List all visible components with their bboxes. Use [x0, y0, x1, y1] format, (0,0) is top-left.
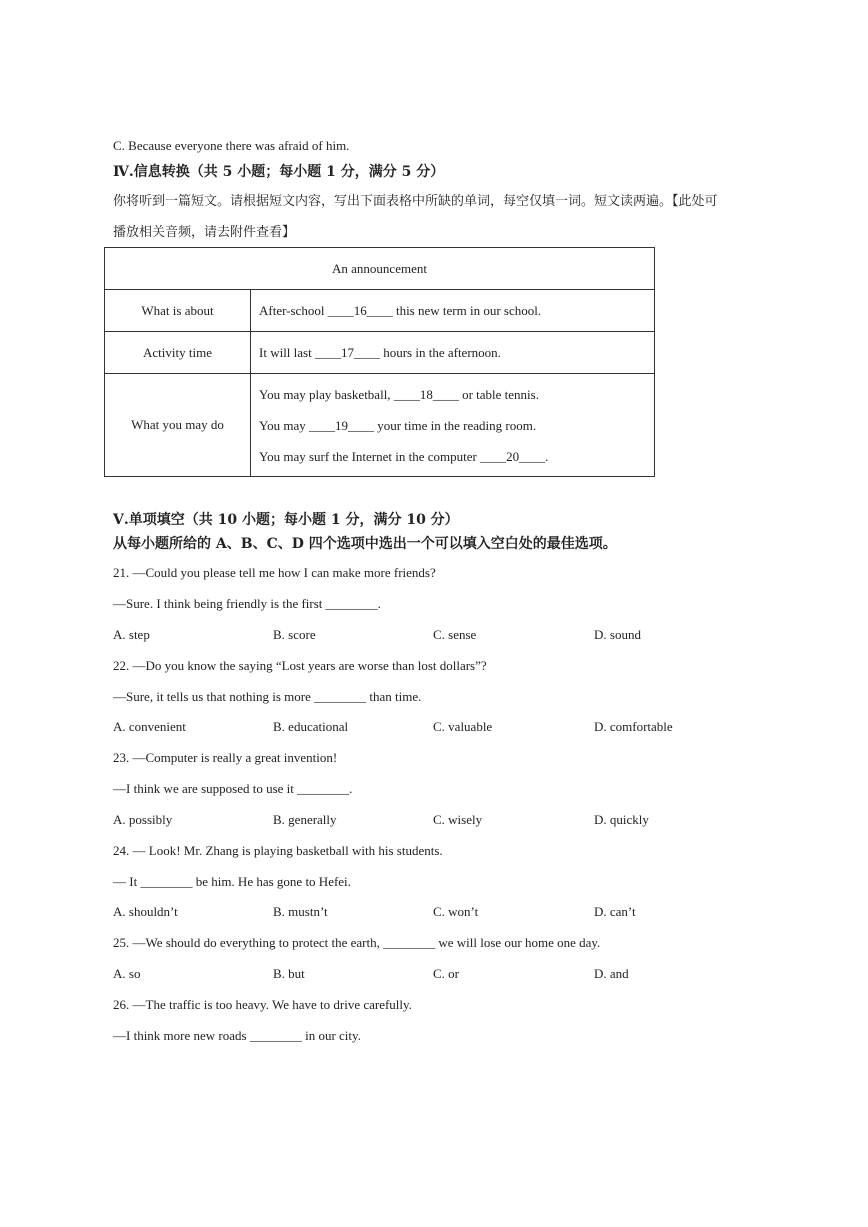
answer-23: —I think we are supposed to use it ________. [113, 781, 353, 796]
option-23-c[interactable]: C. wisely [433, 812, 483, 827]
cell-text: hours in the afternoon. [379, 344, 501, 360]
option-25-d[interactable]: D. and [594, 966, 629, 981]
blank-19[interactable]: ____19____ [308, 417, 374, 433]
question-26: 26. —The traffic is too heavy. We have to drive carefully. [113, 997, 412, 1012]
cell-text: You may [259, 417, 309, 433]
table-label-what-you-may-do: What you may do [105, 374, 251, 477]
question-21: 21. —Could you please tell me how I can make more friends? [113, 565, 436, 580]
option-22-c[interactable]: C. valuable [433, 719, 493, 734]
section-4-instruction-line-1: 你将听到一篇短文。请根据短文内容，写出下面表格中所缺的单词，每空仅填一词。短文读两遍。【此处可 [113, 194, 718, 209]
blank-16[interactable]: ____16____ [327, 302, 393, 318]
answer-22: —Sure, it tells us that nothing is more ________ than time. [113, 689, 422, 704]
table-label-what-is-about: What is about [105, 290, 251, 332]
blank-18[interactable]: ____18____ [393, 386, 459, 402]
answer-26: —I think more new roads ________ in our city. [113, 1028, 361, 1043]
option-25-c[interactable]: C. or [433, 966, 459, 981]
sub-line-20 [259, 441, 654, 472]
cell-text: You may play basketball, [259, 386, 394, 402]
option-22-d[interactable]: D. comfortable [594, 719, 673, 734]
section-4-heading: Ⅳ.信息转换（共 5 小题；每小题 1 分，满分 5 分） [113, 164, 445, 180]
blank-20[interactable]: ____20____ [480, 448, 546, 464]
blank-17[interactable]: ____17____ [314, 344, 380, 360]
sub-line-18 [259, 379, 654, 410]
option-23-d[interactable]: D. quickly [594, 812, 649, 827]
option-21-a[interactable]: A. step [113, 627, 150, 642]
table-caption: An announcement [105, 248, 655, 290]
sub-line-19 [259, 410, 654, 441]
option-21-b[interactable]: B. score [273, 627, 316, 642]
option-24-b[interactable]: B. mustn’t [273, 904, 328, 919]
announcement-table [104, 247, 655, 477]
option-24-c[interactable]: C. won’t [433, 904, 479, 919]
option-24-d[interactable]: D. can’t [594, 904, 636, 919]
cell-text: this new term in our school. [392, 302, 542, 318]
answer-21: —Sure. I think being friendly is the first ________. [113, 596, 381, 611]
table-cell-activity-time [251, 332, 655, 374]
option-25-a[interactable]: A. so [113, 966, 141, 981]
previous-option-c: C. Because everyone there was afraid of him. [113, 138, 350, 153]
question-24: 24. — Look! Mr. Zhang is playing basketball with his students. [113, 843, 443, 858]
question-22: 22. —Do you know the saying “Lost years are worse than lost dollars”? [113, 658, 487, 673]
cell-text: After-school [259, 302, 328, 318]
answer-24: — It ________ be him. He has gone to Hefei. [113, 874, 351, 889]
table-cell-what-is-about [251, 290, 655, 332]
option-21-c[interactable]: C. sense [433, 627, 477, 642]
cell-text: your time in the reading room. [373, 417, 537, 433]
cell-text: It will last [259, 344, 315, 360]
section-4-instruction-line-2: 播放相关音频，请去附件查看】 [113, 225, 296, 240]
cell-text: . [545, 448, 549, 464]
option-24-a[interactable]: A. shouldn’t [113, 904, 178, 919]
option-23-a[interactable]: A. possibly [113, 812, 173, 827]
option-22-a[interactable]: A. convenient [113, 719, 186, 734]
section-5-heading: Ⅴ.单项填空（共 10 小题；每小题 1 分，满分 10 分） [113, 512, 459, 528]
cell-text: or table tennis. [458, 386, 539, 402]
question-23: 23. —Computer is really a great invention! [113, 750, 338, 765]
question-25: 25. —We should do everything to protect the earth, ________ we will lose our home one day. [113, 935, 601, 950]
option-21-d[interactable]: D. sound [594, 627, 641, 642]
option-23-b[interactable]: B. generally [273, 812, 337, 827]
table-label-activity-time: Activity time [105, 332, 251, 374]
option-22-b[interactable]: B. educational [273, 719, 349, 734]
option-25-b[interactable]: B. but [273, 966, 305, 981]
table-cell-what-you-may-do [251, 374, 655, 477]
cell-text: You may surf the Internet in the computer [259, 448, 481, 464]
section-5-instruction: 从每小题所给的 A、B、C、D 四个选项中选出一个可以填入空白处的最佳选项。 [113, 536, 617, 552]
